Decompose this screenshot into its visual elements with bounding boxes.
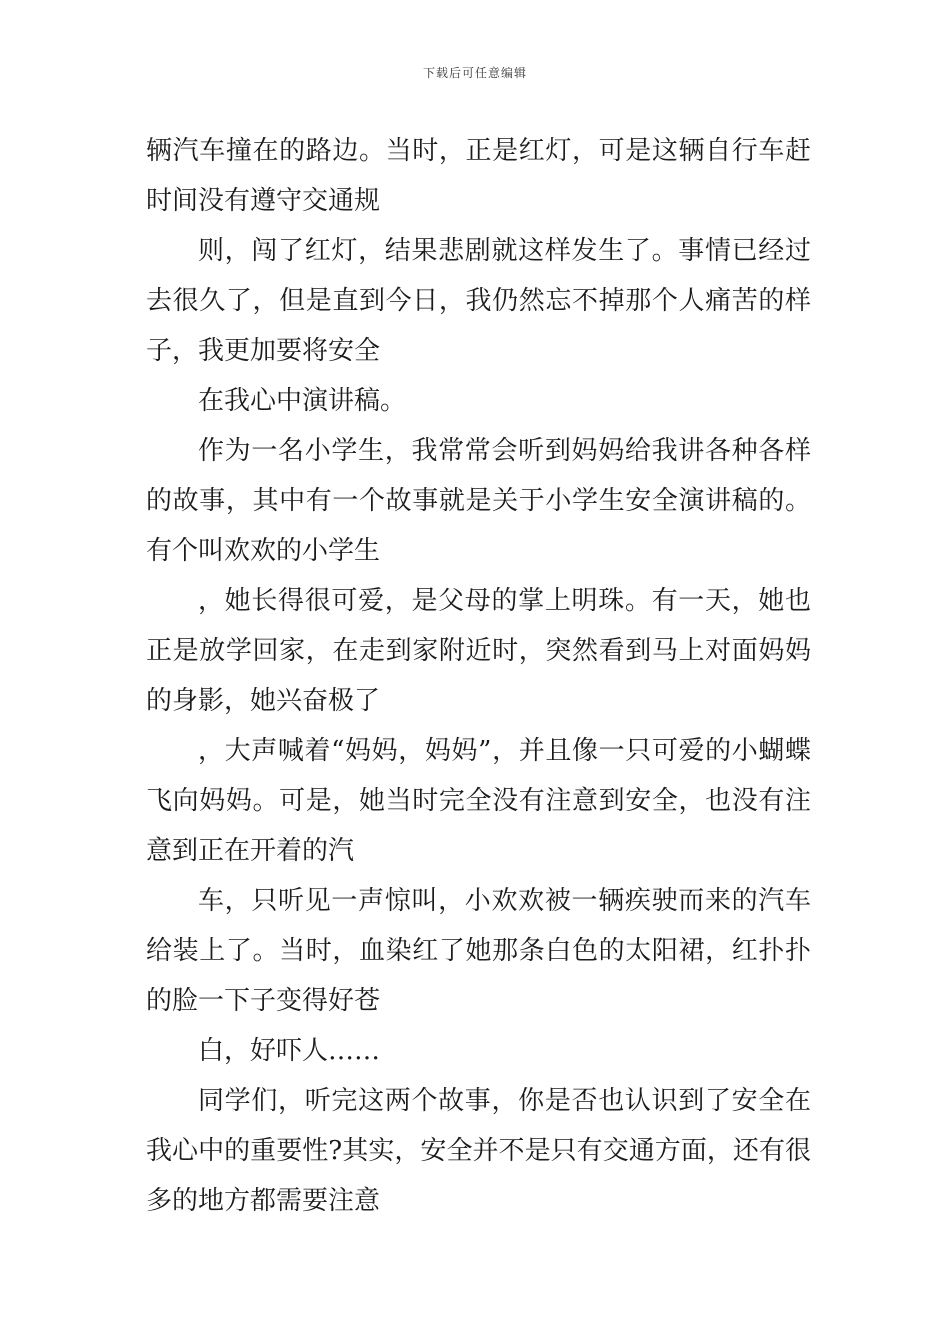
paragraph: 作为一名小学生，我常常会听到妈妈给我讲各种各样的故事，其中有一个故事就是关于小学生安全演讲稿的。有个叫欢欢的小学生 <box>146 436 811 566</box>
paragraph: 则，闯了红灯，结果悲剧就这样发生了。事情已经过去很久了，但是直到今日，我仍然忘不掉那个人痛苦的样子，我更加要将安全 <box>146 236 811 366</box>
paragraph: 同学们，听完这两个故事，你是否也认识到了安全在我心中的重要性?其实，安全并不是只有交通方面，还有很多的地方都需要注意 <box>146 1086 811 1216</box>
paragraph: 白，好吓人…… <box>198 1036 381 1066</box>
paragraph: ，她长得很可爱，是父母的掌上明珠。有一天，她也正是放学回家，在走到家附近时，突然看到马上对面妈妈的身影，她兴奋极了 <box>146 586 811 716</box>
document-body <box>146 126 811 1226</box>
paragraph: 辆汽车撞在的路边。当时，正是红灯，可是这辆自行车赶时间没有遵守交通规 <box>146 136 811 216</box>
paragraph: 在我心中演讲稿。 <box>198 386 407 416</box>
paragraph: 车，只听见一声惊叫，小欢欢被一辆疾驶而来的汽车给装上了。当时，血染红了她那条白色的太阳裙，红扑扑的脸一下子变得好苍 <box>146 886 811 1016</box>
paragraph: ，大声喊着“妈妈，妈妈”，并且像一只可爱的小蝴蝶飞向妈妈。可是，她当时完全没有注意到安全，也没有注意到正在开着的汽 <box>146 736 811 866</box>
page-header: 下载后可任意编辑 <box>422 66 527 80</box>
